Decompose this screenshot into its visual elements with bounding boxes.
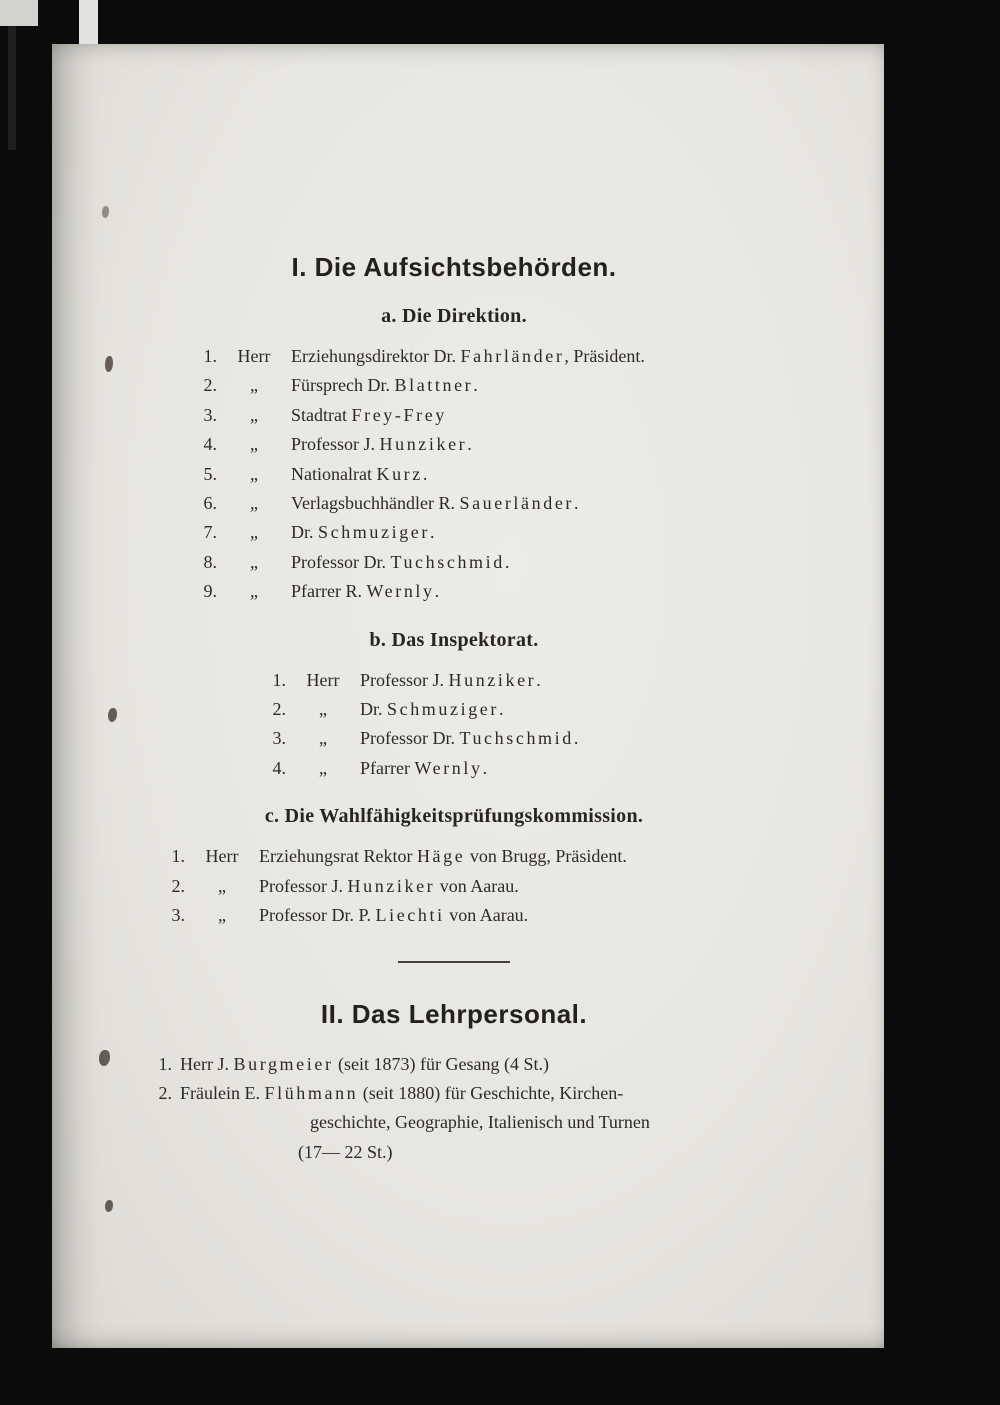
item-text-lead: Pfarrer xyxy=(360,757,415,778)
item-name: Tuchschmid xyxy=(390,551,505,572)
item-number: 5. xyxy=(203,463,217,484)
item-text-tail: . xyxy=(429,522,435,543)
item-prefix: „ xyxy=(218,875,226,896)
item-prefix: „ xyxy=(250,522,258,543)
item-number: 4. xyxy=(272,757,286,778)
item-text xyxy=(291,489,796,518)
list-kommission xyxy=(155,842,796,930)
item-name: Kurz xyxy=(376,463,423,484)
item-text-tail: (seit 1873) für Gesang (4 St.) xyxy=(333,1053,550,1074)
item-text-tail: . xyxy=(422,463,428,484)
item-prefix: „ xyxy=(319,757,327,778)
item-text-lead: Erziehungsdirektor Dr. xyxy=(291,346,461,366)
item-number: 2. xyxy=(158,1082,172,1103)
item-prefix: „ xyxy=(250,434,258,455)
item-text-lead: Fürsprech Dr. xyxy=(291,375,395,396)
list-direktion xyxy=(187,342,796,607)
list-item xyxy=(187,518,796,547)
item-number: 7. xyxy=(203,522,217,543)
item-text-tail: von Aarau. xyxy=(435,875,519,896)
item-prefix: Herr xyxy=(205,846,239,867)
item-prefix: „ xyxy=(250,404,258,425)
list-item xyxy=(256,695,796,724)
item-continuation-line: geschichte, Geographie, Italienisch und Turnen xyxy=(310,1112,650,1133)
item-text-lead: Nationalrat xyxy=(291,463,377,484)
item-name: Schmuziger xyxy=(318,522,430,543)
item-text-lead: Dr. xyxy=(360,699,387,720)
item-text xyxy=(360,754,796,783)
item-text xyxy=(259,872,796,901)
item-prefix: „ xyxy=(250,493,258,514)
item-text-lead: Professor Dr. P. xyxy=(259,905,376,926)
list-item xyxy=(187,371,796,400)
item-text xyxy=(360,695,796,724)
item-prefix: „ xyxy=(250,581,258,602)
item-text-lead: Verlagsbuchhändler R. xyxy=(291,493,460,514)
item-text xyxy=(291,460,796,489)
item-text-lead: Fräulein E. xyxy=(180,1082,265,1103)
item-name: Wernly xyxy=(366,581,435,602)
item-name: Sauerländer xyxy=(459,493,575,514)
item-prefix: „ xyxy=(250,463,258,484)
item-number: 3. xyxy=(171,905,185,926)
item-number: 1. xyxy=(203,346,217,366)
item-text-lead: Pfarrer R. xyxy=(291,581,367,602)
item-text-lead: Herr J. xyxy=(180,1053,234,1074)
item-number: 3. xyxy=(203,404,217,425)
item-name: Wernly xyxy=(414,757,483,778)
item-text-lead: Erziehungsrat Rektor xyxy=(259,846,417,867)
item-number: 6. xyxy=(203,493,217,514)
item-text-tail: (seit 1880) für Geschichte, Kirchen- xyxy=(358,1082,624,1103)
subsection-heading-inspektorat: b. Das Inspektorat. xyxy=(369,628,539,651)
item-number: 2. xyxy=(203,375,217,396)
list-item xyxy=(256,666,796,695)
item-prefix: „ xyxy=(218,905,226,926)
item-text xyxy=(291,430,796,459)
item-name: Hunziker xyxy=(347,875,436,896)
item-text xyxy=(180,1079,796,1108)
list-item xyxy=(187,577,796,606)
item-text xyxy=(291,401,796,430)
item-text-lead: Professor J. xyxy=(291,434,380,455)
item-name: Tuchschmid xyxy=(459,728,574,749)
item-text-tail: von Brugg, Präsident. xyxy=(465,846,627,867)
item-number: 1. xyxy=(272,669,286,690)
list-item xyxy=(187,460,796,489)
item-text xyxy=(259,842,796,871)
item-text-tail: . xyxy=(573,728,579,749)
item-number: 2. xyxy=(272,699,286,720)
item-name: Häge xyxy=(416,846,466,867)
item-prefix: Herr xyxy=(237,346,271,366)
item-name: Flühmann xyxy=(264,1082,359,1103)
item-name: Hunziker xyxy=(448,669,537,690)
item-name: Blattner xyxy=(394,375,474,396)
item-text-lead: Professor Dr. xyxy=(360,728,460,749)
item-text-tail: . xyxy=(574,493,579,514)
item-text-tail: . xyxy=(498,699,504,720)
section-heading-lehrpersonal: II. Das Lehrpersonal. xyxy=(320,998,588,1029)
item-prefix: „ xyxy=(250,375,258,396)
item-text xyxy=(360,724,796,753)
subsection-heading-kommission: c. Die Wahlfähigkeitsprüfungskommission. xyxy=(264,805,644,828)
item-text-tail: von Aarau. xyxy=(444,905,529,926)
item-number: 8. xyxy=(203,551,217,572)
item-prefix: „ xyxy=(319,728,327,749)
item-name: Burgmeier xyxy=(233,1053,334,1074)
list-inspektorat xyxy=(256,666,796,784)
item-text xyxy=(291,371,796,400)
item-continuation-line: (17— 22 St.) xyxy=(298,1141,393,1162)
item-text-lead: Dr. xyxy=(291,522,318,543)
list-item xyxy=(187,548,796,577)
item-number: 4. xyxy=(203,434,217,455)
section-heading-aufsichtsbehoerden: I. Die Aufsichtsbehörden. xyxy=(291,252,617,282)
item-prefix: „ xyxy=(250,551,258,572)
item-text xyxy=(180,1050,796,1079)
subsection-heading-direktion: a. Die Direktion. xyxy=(381,305,527,327)
list-lehrpersonal xyxy=(142,1050,796,1168)
item-text-tail: . xyxy=(482,757,488,778)
list-item xyxy=(187,342,796,371)
item-text-tail: . xyxy=(473,375,478,396)
item-text xyxy=(259,901,796,930)
list-item xyxy=(142,1079,796,1108)
item-text-lead: Professor J. xyxy=(360,669,449,690)
item-text xyxy=(360,666,796,695)
item-text-tail: . xyxy=(434,581,440,602)
item-prefix: Herr xyxy=(306,669,340,690)
item-number: 2. xyxy=(171,875,185,896)
item-text-tail: , Präsident. xyxy=(564,346,645,366)
item-text-lead: Professor J. xyxy=(259,875,348,896)
item-text xyxy=(291,518,796,547)
page-content xyxy=(112,44,796,1167)
list-item xyxy=(187,401,796,430)
list-item xyxy=(155,842,796,871)
item-name: Hunziker xyxy=(379,434,468,455)
item-text-tail: . xyxy=(467,434,472,455)
list-item xyxy=(155,901,796,930)
scan-artifact-corner xyxy=(0,0,38,26)
item-name: Frey-Frey xyxy=(351,404,447,425)
list-item xyxy=(187,430,796,459)
item-name: Fahrländer xyxy=(460,346,565,366)
list-item xyxy=(155,872,796,901)
item-text xyxy=(291,342,796,371)
item-number: 1. xyxy=(171,846,185,867)
item-text-lead: Professor Dr. xyxy=(291,551,391,572)
list-item xyxy=(142,1050,796,1079)
item-number: 1. xyxy=(158,1053,172,1074)
item-name: Schmuziger xyxy=(387,699,499,720)
section-divider xyxy=(398,961,510,963)
item-text-lead: Stadtrat xyxy=(291,404,352,425)
item-name: Liechti xyxy=(375,905,445,926)
item-text xyxy=(291,548,796,577)
binding-speck xyxy=(105,1200,113,1212)
item-number: 3. xyxy=(272,728,286,749)
list-item xyxy=(256,754,796,783)
list-item xyxy=(256,724,796,753)
item-text-tail: . xyxy=(536,669,541,690)
list-item xyxy=(187,489,796,518)
item-number: 9. xyxy=(203,581,217,602)
item-text xyxy=(291,577,796,606)
item-prefix: „ xyxy=(319,699,327,720)
item-text-tail: . xyxy=(504,551,510,572)
binding-speck xyxy=(102,206,109,218)
binding-speck xyxy=(99,1050,110,1066)
scanned-page xyxy=(52,44,884,1348)
